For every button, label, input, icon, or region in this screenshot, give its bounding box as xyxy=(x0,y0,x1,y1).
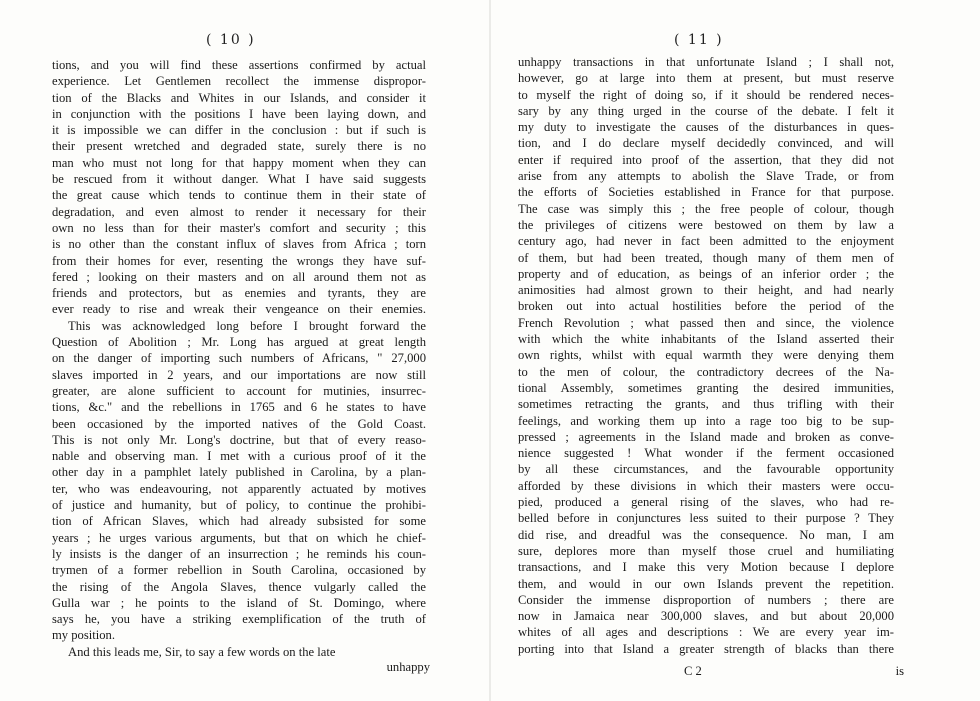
text-line: Question of Abolition ; Mr. Long has argued at great length xyxy=(52,335,426,350)
text-line: however, go at large into them at present, but must reserve xyxy=(518,71,894,86)
text-line: tion of the Blacks and Whites in our Islands, and consider it xyxy=(52,90,426,105)
text-line: years ; he urges various arguments, but that on which he chief- xyxy=(52,530,426,545)
text-line: my position. xyxy=(52,628,115,643)
text-line: slaves imported in 2 years, and our importations are now still xyxy=(52,367,426,382)
text-line: be rescued from it without danger. What I have said suggests xyxy=(52,172,426,187)
text-line: friends and protectors, but as enemies and tyrants, they are xyxy=(52,286,426,301)
text-line: This is not only Mr. Long's doctrine, but that of every reaso- xyxy=(52,432,426,447)
text-line: unhappy transactions in that unfortunate Island ; I shall not, xyxy=(518,55,894,69)
text-line: to myself the right of doing so, if it should be rendered neces- xyxy=(518,87,894,102)
text-line: feelings, and working them up into a rage too big to be sup- xyxy=(518,413,894,428)
text-line: transactions, and I make this very Motion because I deplore xyxy=(518,560,894,575)
text-line: from their homes for ever, resenting the wrongs they have suf- xyxy=(52,253,426,268)
text-line: of them, but had been treated, though many of them men of xyxy=(518,250,894,265)
text-line: them, and would in our own Islands prevent the repetition. xyxy=(518,576,894,591)
text-line: tions, &c." and the rebellions in 1765 and 6 he states to have xyxy=(52,400,426,415)
text-line: belled before in conjunctures less suited to their purpose ? They xyxy=(518,511,894,526)
text-line: says he, you have a striking exemplification of the truth of xyxy=(52,612,426,627)
text-line: tion of African Slaves, which had already subsisted for some xyxy=(52,514,426,529)
text-line: sary by any thing urged in the course of the debate. I felt it xyxy=(518,103,894,118)
right-page xyxy=(490,0,980,701)
text-line: my duty to investigate the causes of the disturbances in ques- xyxy=(518,120,894,135)
text-line: own rights, whilst with equal warmth they were denying them xyxy=(518,348,894,363)
text-line: other day in a pamphlet lately published in Carolina, by a plan- xyxy=(52,465,426,480)
text-line: nable and observing man. I met with a curious proof of it the xyxy=(52,449,426,464)
text-line: property and of education, as beings of an inferior order ; the xyxy=(518,266,894,281)
text-line: degradation, and even almost to render it necessary for their xyxy=(52,204,426,219)
text-line: ever ready to rise and wreak their vengeance on their enemies. xyxy=(52,302,426,317)
text-line: the great cause which tends to continue them in their state of xyxy=(52,188,426,203)
text-line: sometimes retracting the grants, and thus trifling with their xyxy=(518,397,894,412)
text-line: tional Assembly, sometimes granting the desired immunities, xyxy=(518,380,894,395)
text-line: nience suggested ! What wonder if the ferment occasioned xyxy=(518,446,894,461)
text-line: on the danger of importing such numbers of Africans, " 27,000 xyxy=(52,351,426,366)
text-line: of justice and humanity, but of policy, to continue the prohibi- xyxy=(52,498,426,513)
text-line: French Revolution ; what passed then and since, the violence xyxy=(518,315,894,330)
right-catchword: is xyxy=(895,664,904,678)
text-line: man who must not long for that happy moment when they can xyxy=(52,155,426,170)
text-line: Consider the immense disproportion of numbers ; there are xyxy=(518,592,894,607)
text-line: ter, who was endeavouring, not apparently actuated by motives xyxy=(52,481,426,496)
text-line: greater, are alone sufficient to account for mutinies, insurrec- xyxy=(52,383,426,398)
text-line: the privileges of citizens were bestowed on them by law a xyxy=(518,217,894,232)
text-line: the efforts of Societies established in France for that purpose. xyxy=(518,185,894,200)
right-signature-mark: C 2 xyxy=(684,664,702,678)
text-line: This was acknowledged long before I brought forward the xyxy=(68,318,426,333)
text-line: arise from any attempts to abolish the Slave Trade, or from xyxy=(518,169,894,184)
text-line: The case was simply this ; the free people of colour, though xyxy=(518,201,894,216)
text-line: porting into that Island a greater strength of blacks than there xyxy=(518,641,894,656)
text-line: by all these circumstances, and the favourable opportunity xyxy=(518,462,894,477)
right-page-number: ( 11 ) xyxy=(674,32,724,48)
text-line: now in Jamaica near 300,000 slaves, and but about 20,000 xyxy=(518,609,894,624)
text-line: experience. Let Gentlemen recollect the immense dispropor- xyxy=(52,74,426,89)
text-line: tions, and you will find these assertions confirmed by actual xyxy=(52,58,426,72)
text-line: trymen of a former rebellion in South Carolina, occasioned by xyxy=(52,563,426,578)
text-line: century ago, had never in fact been admitted to the enjoyment xyxy=(518,234,894,249)
right-page-text xyxy=(518,54,894,657)
text-line: pied, produced a general rising of the slaves, who had re- xyxy=(518,495,894,510)
text-line: their present wretched and degraded state, surely there is no xyxy=(52,139,426,154)
text-line: the rising of the Angola Slaves, thence vulgarly called the xyxy=(52,579,426,594)
left-catchword: unhappy xyxy=(386,660,430,674)
text-line: to the men of colour, the contradictory decrees of the Na- xyxy=(518,364,894,379)
text-line: ly insists is the danger of an insurrection ; he reminds his coun- xyxy=(52,546,426,561)
text-line: And this leads me, Sir, to say a few words on the late xyxy=(68,644,336,659)
text-line: broken out into actual hostilities before the period of the xyxy=(518,299,894,314)
text-line: is no other than the constant influx of slaves from Africa ; torn xyxy=(52,237,426,252)
text-line: Gulla war ; he points to the island of St. Domingo, where xyxy=(52,595,426,610)
text-line: enter if required into proof of the assertion, that they did not xyxy=(518,152,894,167)
text-line: pressed ; agreements in the Island made and broken as conve- xyxy=(518,429,894,444)
text-line: afforded by these divisions in which their masters were occu- xyxy=(518,478,894,493)
text-line: been occasioned by the imported natives of the Gold Coast. xyxy=(52,416,426,431)
text-line: with which the white inhabitants of the Island asserted their xyxy=(518,332,894,347)
text-line: did rise, and dreadful was the consequence. No man, I am xyxy=(518,527,894,542)
left-page-text xyxy=(52,57,426,660)
text-line: sure, deplores more than myself those cruel and humiliating xyxy=(518,543,894,558)
text-line: whites of all ages and descriptions : We are every year im- xyxy=(518,625,894,640)
left-page-number: ( 10 ) xyxy=(206,32,256,48)
text-line: tion, and I do declare myself decidedly convinced, and will xyxy=(518,136,894,151)
text-line: animosities had almost grown to their height, and had nearly xyxy=(518,283,894,298)
text-line: fered ; looking on their masters and on all around them not as xyxy=(52,269,426,284)
text-line: in conjunction with the positions I have been laying down, and xyxy=(52,106,426,121)
text-line: it is impossible we can differ in the conclusion : but if such is xyxy=(52,123,426,138)
text-line: own no less than for their master's comfort and security ; this xyxy=(52,220,426,235)
